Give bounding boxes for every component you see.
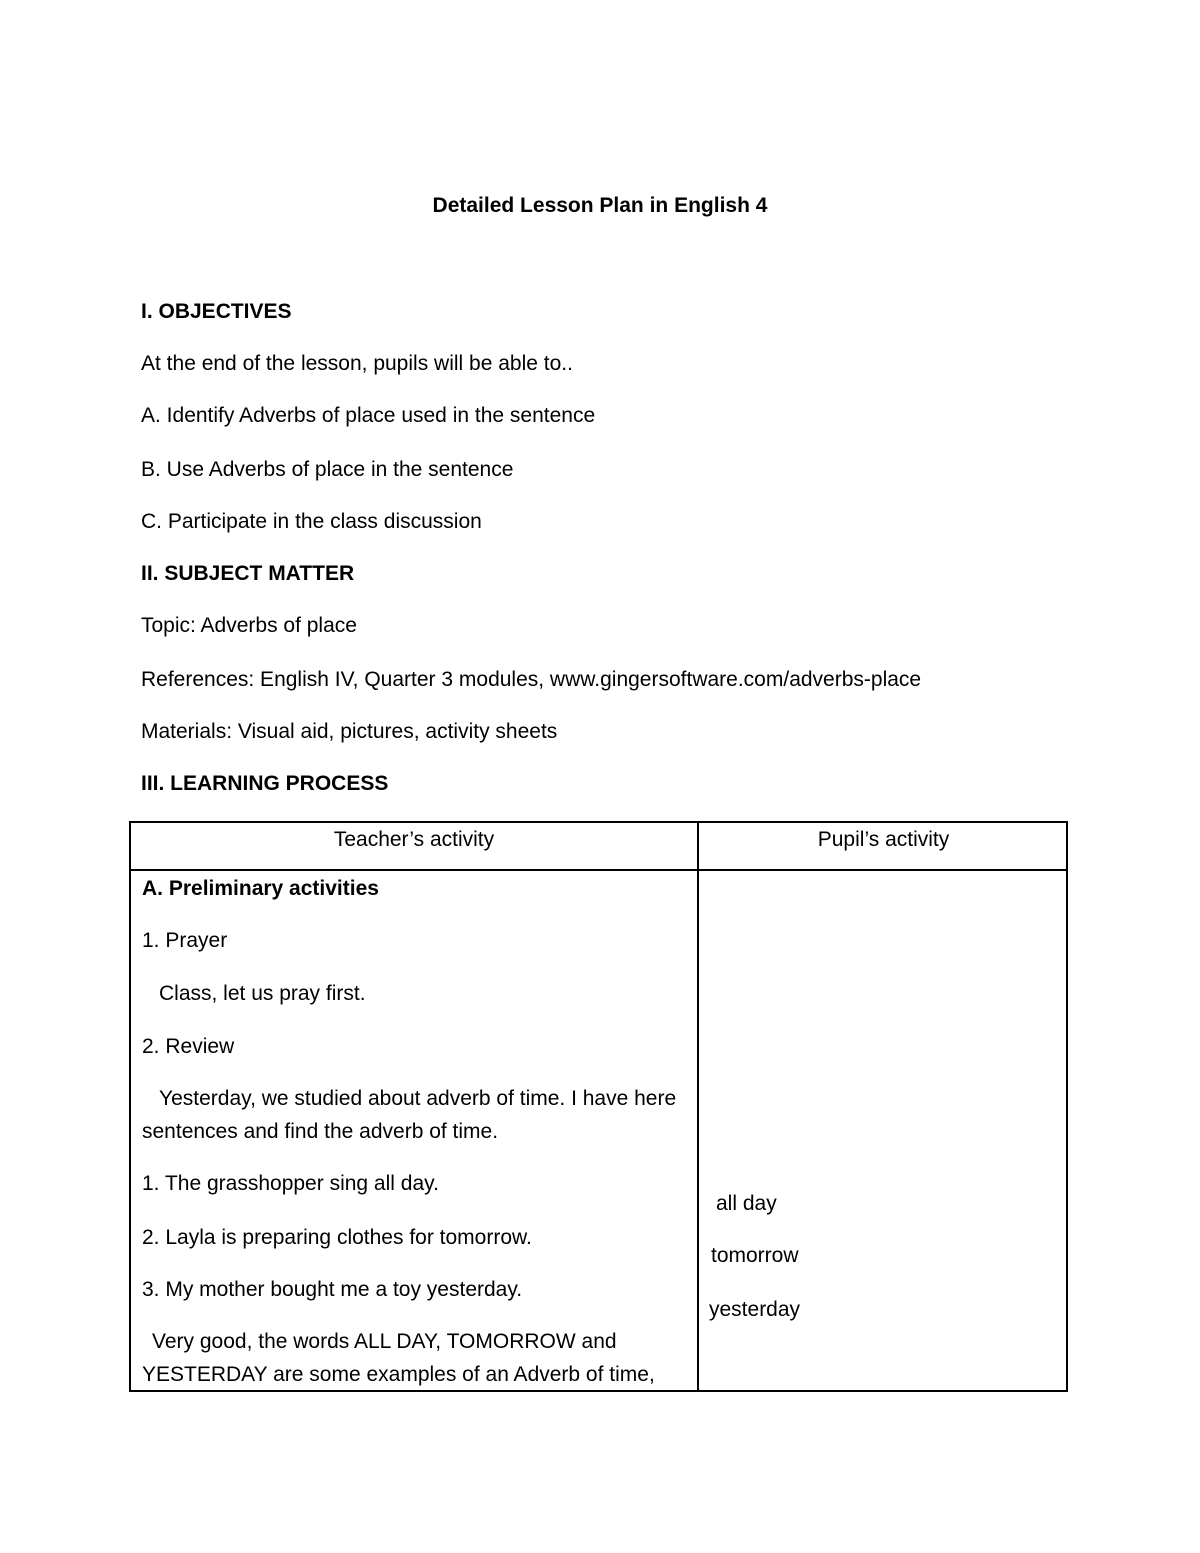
teacher-line: sentences and find the adverb of time. — [142, 1120, 499, 1143]
teacher-line: Yesterday, we studied about adverb of time. I have here — [159, 1087, 677, 1110]
pupil-answer: tomorrow — [711, 1244, 799, 1267]
pupil-answer: all day — [716, 1192, 777, 1215]
column-divider — [697, 823, 699, 1390]
pupil-answer: yesterday — [709, 1298, 801, 1321]
teacher-line: 2. Layla is preparing clothes for tomorrow. — [142, 1226, 532, 1249]
objective-item: A. Identify Adverbs of place used in the sentence — [141, 404, 596, 427]
learning-process-table — [129, 821, 1068, 1392]
teacher-line: 3. My mother bought me a toy yesterday. — [142, 1278, 523, 1301]
objectives-intro: At the end of the lesson, pupils will be able to.. — [141, 352, 573, 375]
teacher-line: Very good, the words ALL DAY, TOMORROW and — [152, 1330, 617, 1353]
table-header-row — [131, 823, 1066, 871]
teacher-line: 1. Prayer — [142, 929, 228, 952]
objective-item: B. Use Adverbs of place in the sentence — [141, 458, 514, 481]
teacher-line: 1. The grasshopper sing all day. — [142, 1172, 439, 1195]
objective-item: C. Participate in the class discussion — [141, 510, 482, 533]
objectives-heading: I. OBJECTIVES — [141, 300, 292, 323]
document-title: Detailed Lesson Plan in English 4 — [432, 194, 768, 217]
teacher-line: YESTERDAY are some examples of an Adverb of time, — [142, 1363, 655, 1386]
topic-line: Topic: Adverbs of place — [141, 614, 357, 637]
subject-matter-heading: II. SUBJECT MATTER — [141, 562, 355, 585]
materials-line: Materials: Visual aid, pictures, activity sheets — [141, 720, 558, 743]
references-line: References: English IV, Quarter 3 modules, www.gingersoftware.com/adverbs-place — [141, 668, 922, 691]
learning-process-heading: III. LEARNING PROCESS — [141, 772, 389, 795]
teacher-line: Class, let us pray first. — [159, 982, 366, 1005]
teacher-line: 2. Review — [142, 1035, 235, 1058]
teacher-line: A. Preliminary activities — [142, 877, 379, 900]
teacher-activity-header: Teacher’s activity — [333, 828, 495, 851]
pupil-activity-header: Pupil’s activity — [817, 828, 950, 851]
